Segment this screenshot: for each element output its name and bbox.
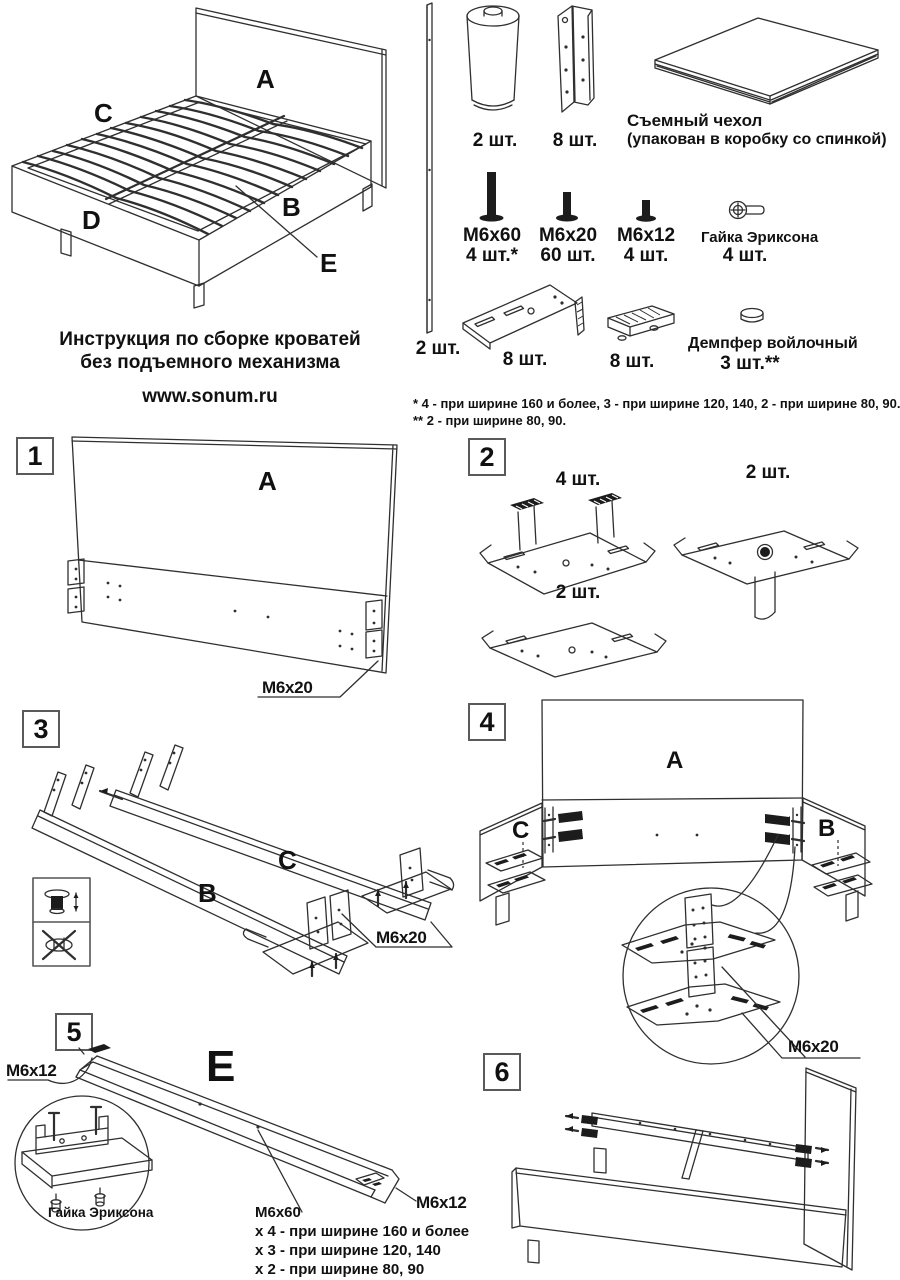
step2-drawing (460, 445, 900, 695)
bolt-m6x20-qty: 60 шт. (540, 245, 596, 266)
step4-fastener-label: M6x20 (788, 1037, 839, 1056)
step4-label-b: B (818, 815, 836, 842)
side-rail-qty: 2 шт. (415, 338, 461, 359)
ericsson-nut-qty: 4 шт. (722, 245, 768, 266)
step-4-number: 4 (468, 703, 506, 741)
step3-label-c: C (278, 845, 297, 875)
step1-drawing (10, 435, 440, 710)
bolt-m6x12-name: M6x12 (616, 225, 676, 246)
step3-drawing (10, 700, 460, 1000)
step2-qty-top: 4 шт. (555, 469, 601, 490)
step3-label-b: B (198, 878, 217, 908)
step-5-number: 5 (55, 1013, 93, 1051)
triangle-bracket-part-drawing (455, 275, 595, 350)
bed-overview-drawing (0, 0, 420, 320)
footnote-1: * 4 - при ширине 160 и более, 3 - при ширине 120, 140, 2 - при ширине 80, 90. (413, 396, 900, 411)
step-3-number: 3 (22, 710, 60, 748)
leg-pad-qty: 8 шт. (609, 351, 655, 372)
leg-pad-part-drawing (600, 300, 680, 350)
step4-label-a: A (666, 747, 684, 774)
cover-note: (упакован в коробку со спинкой) (627, 131, 887, 148)
page-title-line1: Инструкция по сборке кроватей (59, 329, 361, 350)
bolts-drawing (460, 170, 760, 226)
step5-label-e: E (206, 1042, 236, 1091)
overview-label-c: C (94, 98, 113, 128)
step5-bolt-line3: x 2 - при ширине 80, 90 (255, 1261, 425, 1278)
step1-fastener-label: M6x20 (262, 678, 313, 697)
leg-part-drawing (462, 2, 524, 120)
page-title-line2: без подъемного механизма (80, 352, 340, 373)
ericsson-nut-drawing (728, 200, 774, 222)
ericsson-nut-name: Гайка Эриксона (701, 229, 819, 246)
felt-damper-qty: 3 шт.** (720, 353, 780, 374)
website-link: www.sonum.ru (142, 386, 278, 407)
overview-label-b: B (282, 192, 301, 222)
step-1-number: 1 (16, 437, 54, 475)
step2-qty-bottom: 2 шт. (555, 582, 601, 603)
step5-bolt-line2: x 3 - при ширине 120, 140 (255, 1242, 441, 1259)
step5-nut-label: Гайка Эриксона (48, 1205, 154, 1220)
step5-fastener-right: M6x12 (416, 1193, 467, 1212)
overview-label-a: A (256, 64, 275, 94)
step3-fastener-label: M6x20 (376, 928, 427, 947)
bolt-m6x20-name: M6x20 (538, 225, 598, 246)
bolt-m6x12-qty: 4 шт. (623, 245, 669, 266)
step1-label-a: A (258, 466, 277, 496)
triangle-bracket-qty: 8 шт. (502, 349, 548, 370)
leg-qty: 2 шт. (472, 130, 518, 151)
step-6-number: 6 (483, 1053, 521, 1091)
bolt-m6x60-name: M6x60 (462, 225, 522, 246)
corner-bracket-qty: 8 шт. (552, 130, 598, 151)
step2-qty-right: 2 шт. (745, 462, 791, 483)
step5-bolt-title: M6x60 (255, 1204, 301, 1221)
step5-bolt-line1: x 4 - при ширине 160 и более (255, 1223, 470, 1240)
footnote-2: ** 2 - при ширине 80, 90. (413, 413, 567, 428)
step6-drawing (460, 1060, 900, 1280)
step-2-number: 2 (468, 438, 506, 476)
felt-damper-name: Демпфер войлочный (688, 335, 858, 352)
cover-name: Съемный чехол (627, 111, 763, 130)
step5-fastener-left: M6x12 (6, 1061, 57, 1080)
felt-damper-drawing (738, 306, 768, 328)
corner-bracket-part-drawing (548, 2, 608, 117)
overview-label-d: D (82, 205, 101, 235)
step4-label-c: C (512, 817, 530, 844)
cover-part-drawing (640, 8, 890, 108)
overview-label-e: E (320, 248, 338, 278)
bolt-m6x60-qty: 4 шт.* (466, 245, 518, 266)
